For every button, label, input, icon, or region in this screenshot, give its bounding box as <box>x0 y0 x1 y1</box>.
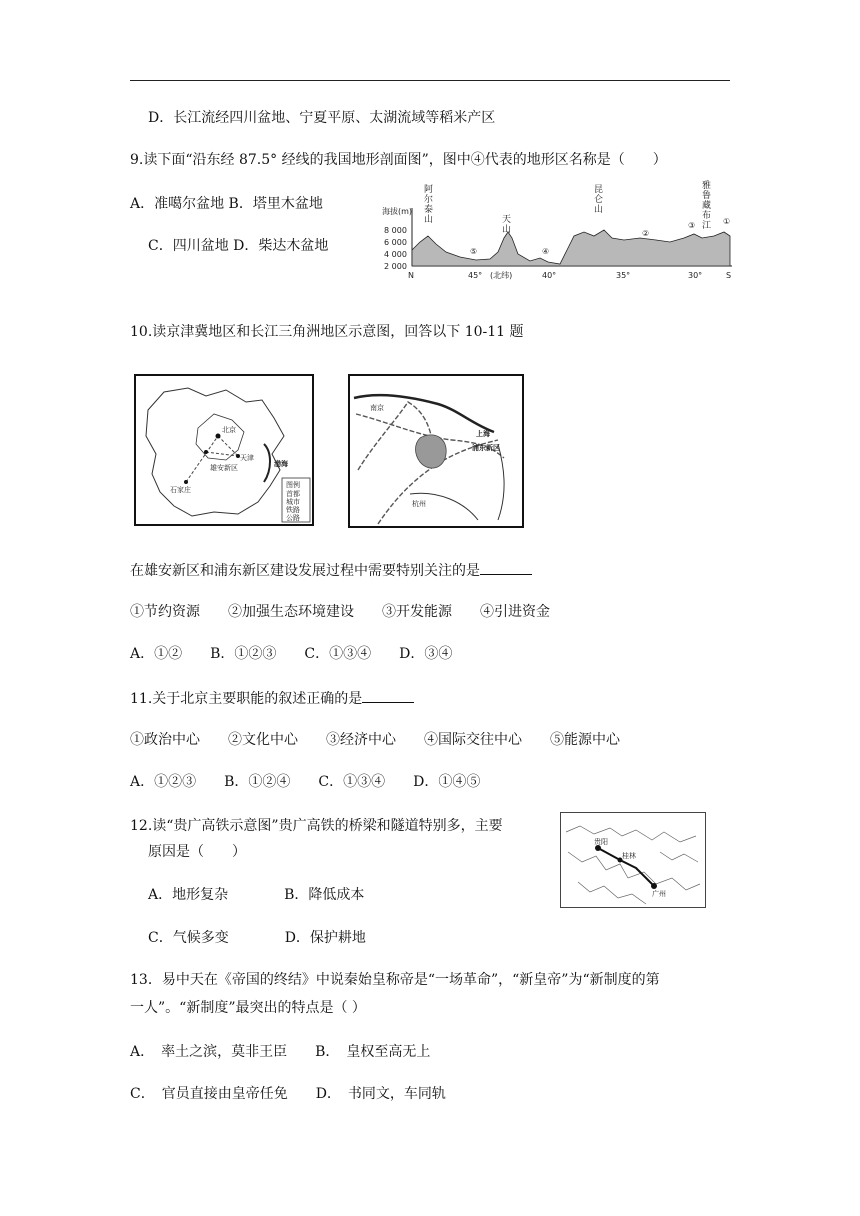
profile-y-tick: 6 000 <box>384 238 407 247</box>
map3-label-guangzhou: 广州 <box>652 890 666 898</box>
header-rule <box>130 80 730 81</box>
profile-x-tick: (北纬) <box>490 271 513 280</box>
peak-label-tianshan: 天山 <box>502 215 512 235</box>
q12-options-ab: A．地形复杂 B．降低成本 <box>148 887 365 903</box>
profile-y-tick: 8 000 <box>384 226 407 235</box>
terrain-profile-figure <box>380 178 740 284</box>
map1-legend-title: 图例 <box>286 481 300 489</box>
map1-label-bohai: 渤海 <box>274 460 288 468</box>
profile-x-tick: 45° <box>468 271 483 280</box>
q10-question-text: 在雄安新区和浦东新区建设发展过程中需要特别关注的是 <box>130 563 480 579</box>
profile-marker-5: ⑤ <box>470 247 478 256</box>
q10-options: A．①② B．①②③ C．①③④ D．③④ <box>130 646 453 662</box>
q11-options: A．①②③ B．①②④ C．①③④ D．①④⑤ <box>130 774 481 790</box>
q13-stem-line1: 13．易中天在《帝国的终结》中说秦始皇称帝是“一场革命”，“新皇帝”为“新制度的第 <box>130 972 660 988</box>
map1-legend-item: 公路 <box>286 514 300 522</box>
map1-legend-item: 城市 <box>286 498 300 506</box>
q11-answer-blank <box>362 688 414 703</box>
guiguang-railway-map <box>560 812 706 908</box>
peak-label-altai: 阿尔泰山 <box>424 185 434 225</box>
q12-stem-line2: 原因是（ ） <box>148 844 246 860</box>
peak-label-yarlung: 雅鲁藏布江 <box>702 181 712 231</box>
map3-label-guilin: 桂林 <box>622 852 636 860</box>
jingjinji-map <box>134 374 314 526</box>
q9-stem: 9.读下面“沿东经 87.5° 经线的我国地形剖面图”，图中④代表的地形区名称是（ ） <box>130 152 667 168</box>
map3-label-guiyang: 贵阳 <box>594 838 608 846</box>
profile-terrain-shape <box>412 230 730 266</box>
map1-label-xiongan: 雄安新区 <box>210 464 238 472</box>
map1-label-beijing: 北京 <box>222 426 236 434</box>
q13-stem-line2: 一人”。“新制度”最突出的特点是（ ） <box>130 1000 366 1016</box>
q10-question <box>130 560 532 581</box>
q12-stem-line1: 12.读“贵广高铁示意图”贵广高铁的桥梁和隧道特别多，主要 <box>130 818 503 834</box>
profile-marker-3: ③ <box>688 221 696 230</box>
q13-options-ab: A． 率土之滨，莫非王臣 B． 皇权至高无上 <box>130 1044 431 1060</box>
profile-y-title: 海拔(m) <box>382 207 413 216</box>
q11-choices: ①政治中心 ②文化中心 ③经济中心 ④国际交往中心 ⑤能源中心 <box>130 732 620 748</box>
q11-stem <box>130 688 414 709</box>
map1-legend-item: 首都 <box>286 490 300 498</box>
q10-choices: ①节约资源 ②加强生态环境建设 ③开发能源 ④引进资金 <box>130 604 550 620</box>
q9-options-ab: A．准噶尔盆地 B．塔里木盆地 <box>130 196 323 212</box>
profile-y-tick: 4 000 <box>384 250 407 259</box>
map1-legend-item: 铁路 <box>286 506 300 514</box>
profile-x-tick: 35° <box>616 271 631 280</box>
q8-option-d: D．长江流经四川盆地、宁夏平原、太湖流域等稻米产区 <box>148 110 496 126</box>
map2-label-hangzhou: 杭州 <box>412 500 426 508</box>
map2-label-pudong: 浦东新区 <box>472 444 500 452</box>
peak-label-kunlun: 昆仑山 <box>594 185 604 215</box>
profile-marker-1: ① <box>723 217 731 226</box>
profile-marker-2: ② <box>642 229 650 238</box>
map1-label-shijiazhuang: 石家庄 <box>170 486 191 494</box>
profile-x-tick: S <box>726 271 732 280</box>
map1-label-tianjin: 天津 <box>240 454 254 462</box>
q10-answer-blank <box>480 560 532 575</box>
profile-y-tick: 2 000 <box>384 262 407 271</box>
profile-marker-4: ④ <box>542 247 550 256</box>
q12-options-cd: C．气候多变 D．保护耕地 <box>148 930 366 946</box>
q10-stem: 10.读京津冀地区和长江三角洲地区示意图，回答以下 10-11 题 <box>130 324 524 340</box>
q9-options-cd: C．四川盆地 D．柴达木盆地 <box>148 238 329 254</box>
map2-label-shanghai: 上海 <box>476 430 490 438</box>
q13-options-cd: C． 官员直接由皇帝任免 D． 书同文，车同轨 <box>130 1086 446 1102</box>
profile-x-tick: 40° <box>542 271 557 280</box>
profile-x-tick: 30° <box>688 271 703 280</box>
yangtze-delta-map <box>348 374 524 528</box>
map2-label-nanjing: 南京 <box>370 404 384 412</box>
q11-stem-text: 11.关于北京主要职能的叙述正确的是 <box>130 691 363 707</box>
profile-x-tick: N <box>408 271 414 280</box>
